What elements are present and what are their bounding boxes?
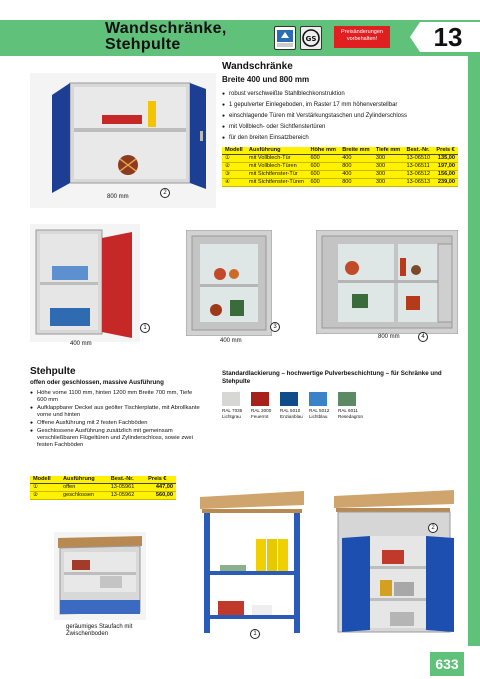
callout-4-cabinet: 4 xyxy=(418,332,428,342)
table-header: Best.-Nr. xyxy=(406,147,430,153)
certificate-badge-icon xyxy=(274,26,296,50)
table-cell: ② xyxy=(33,492,39,498)
wand-bullet: ● einschlagende Türen mit Verstärkungstaschen und Zylinderschloss xyxy=(222,111,462,122)
wand-bullet: ● für den breiten Einsatzbereich xyxy=(222,133,462,144)
table-header: Breite mm xyxy=(342,147,370,153)
wand-bullet: ● 1 gepulverter Einlegeboden, im Raster 17 mm höhenverstellbar xyxy=(222,100,462,111)
stehpult-open-image xyxy=(196,487,308,633)
page-title-line2: Stehpulte xyxy=(105,36,181,53)
color-code: RAL 5012 xyxy=(309,408,330,413)
wand-bullet: ● mit Vollblech- oder Sichtfenstertüren xyxy=(222,122,462,133)
table-header: Preis € xyxy=(436,147,455,153)
callout-3-cabinet: 3 xyxy=(270,322,280,332)
stehpult-closed-image xyxy=(330,486,458,636)
table-cell: ③ xyxy=(225,171,231,177)
table-cell: 300 xyxy=(375,179,386,185)
color-swatch xyxy=(222,392,240,406)
table-cell: ② xyxy=(225,163,231,169)
table-cell: ① xyxy=(225,155,231,161)
color-name: Feuerrot xyxy=(251,413,269,419)
color-swatch-label xyxy=(222,408,250,419)
dim-label-800-4: 800 mm xyxy=(378,334,400,340)
table-row xyxy=(222,163,458,171)
table-cell: 13-06511 xyxy=(406,163,430,169)
table-cell: mit Sichtfenster-Tür xyxy=(248,171,298,177)
table-cell: mit Vollblech-Türen xyxy=(248,163,297,169)
color-name: Enzianblau xyxy=(280,413,303,419)
table-cell: 600 xyxy=(310,179,320,185)
table-header-row xyxy=(222,147,458,155)
color-swatch-label xyxy=(338,408,366,419)
table-cell: 300 xyxy=(375,171,386,177)
color-swatch xyxy=(280,392,298,406)
table-cell: 300 xyxy=(375,155,386,161)
page-title xyxy=(105,21,227,53)
color-name: Resedagrün xyxy=(338,413,364,419)
table-cell: 13-06513 xyxy=(406,179,431,185)
callout-2-stehpult: 2 xyxy=(428,523,438,533)
table-cell: 400 xyxy=(342,155,352,161)
color-code: RAL 6011 xyxy=(338,408,358,413)
table-cell-price: 560,00 xyxy=(155,492,173,498)
table-cell: mit Sichtfenster-Türen xyxy=(248,179,304,185)
table-cell: 600 xyxy=(310,155,320,161)
table-cell: 13-06512 xyxy=(406,171,431,177)
color-swatch-label xyxy=(251,408,279,419)
table-header: Modell xyxy=(225,147,243,153)
table-cell: mit Vollblech-Tür xyxy=(248,155,291,161)
table-header: Ausführung xyxy=(248,147,281,153)
wand-bullet: ● robust verschweißte Stahlblechkonstruktion xyxy=(222,89,462,100)
cabinet-400-red-image xyxy=(30,224,140,342)
table-row xyxy=(222,171,458,179)
table-header: Preis € xyxy=(148,476,167,482)
table-cell-price: 197,00 xyxy=(437,163,455,169)
color-name: Lichtblau xyxy=(309,413,328,419)
table-cell: 13-05961 xyxy=(110,484,135,490)
steh-bullet: ● Offene Ausführung mit 2 festen Fachböden xyxy=(30,420,200,427)
cabinet-400-window-image xyxy=(186,230,272,336)
table-header: Höhe mm xyxy=(310,147,336,153)
dim-label-400-1: 400 mm xyxy=(70,341,92,347)
dim-label-800-top: 800 mm xyxy=(107,194,129,200)
side-strip xyxy=(468,56,480,646)
wand-price-table xyxy=(222,147,458,187)
table-cell: ① xyxy=(33,484,39,490)
table-cell-price: 239,00 xyxy=(437,179,455,185)
color-name: Lichtgrau xyxy=(222,413,241,419)
table-cell: 300 xyxy=(375,163,386,169)
steh-bullet-list xyxy=(30,390,200,450)
wand-bullet-list xyxy=(222,89,462,144)
price-notice-badge: Preisänderungen vorbehalten! xyxy=(334,26,390,48)
table-row xyxy=(30,492,176,500)
table-cell: geschlossen xyxy=(63,492,95,498)
table-cell: offen xyxy=(63,484,76,490)
table-cell-price: 156,00 xyxy=(437,171,455,177)
color-swatch-label xyxy=(309,408,337,419)
table-cell-price: 447,00 xyxy=(155,484,173,490)
table-cell: ④ xyxy=(225,179,231,185)
section-subtitle-stehpulte: offen oder geschlossen, massive Ausführung xyxy=(30,379,164,386)
cabinet-800-image xyxy=(30,73,216,208)
section-subtitle-wandschraenke: Breite 400 und 800 mm xyxy=(222,75,310,84)
table-row xyxy=(222,155,458,163)
section-title-wandschraenke: Wandschränke xyxy=(222,61,293,72)
table-header: Tiefe mm xyxy=(375,147,401,153)
steh-bullet: ● Aufklappbarer Deckel aus geölter Tischlerplatte, mit Abrollkante vorne und hinten xyxy=(30,405,200,419)
table-cell: 600 xyxy=(310,163,320,169)
color-code: RAL 5010 xyxy=(280,408,301,413)
color-swatch xyxy=(338,392,356,406)
color-swatch xyxy=(251,392,269,406)
steh-bullet: ● Höhe vorne 1100 mm, hinten 1200 mm Breite 700 mm, Tiefe 600 mm xyxy=(30,390,200,404)
dim-label-400-3: 400 mm xyxy=(220,338,242,344)
callout-1-cabinet: 1 xyxy=(140,323,150,333)
table-header-row xyxy=(30,476,176,484)
color-code: RAL 3000 xyxy=(251,408,272,413)
table-header: Modell xyxy=(33,476,51,482)
table-cell: 600 xyxy=(310,171,320,177)
page-number: 633 xyxy=(430,652,464,676)
color-options-title: Standardlackierung – hochwertige Pulverbeschichtung – für Schränke und Stehpulte xyxy=(222,370,442,385)
cabinet-800-window-image xyxy=(316,230,458,334)
table-cell: 13-05962 xyxy=(110,492,135,498)
svg-text:GS: GS xyxy=(305,35,317,43)
table-header: Ausführung xyxy=(63,476,95,482)
section-title-stehpulte: Stehpulte xyxy=(30,366,76,377)
page-title-line1: Wandschränke, xyxy=(105,20,227,37)
callout-2-top: 2 xyxy=(160,188,170,198)
color-swatch xyxy=(309,392,327,406)
steh-price-table xyxy=(30,476,176,500)
table-cell-price: 135,00 xyxy=(437,155,455,161)
header-band xyxy=(0,20,480,56)
storage-compartment-image xyxy=(54,532,146,620)
table-row xyxy=(222,179,458,187)
table-cell: 800 xyxy=(342,179,352,185)
table-cell: 800 xyxy=(342,163,352,169)
color-swatch-label xyxy=(280,408,308,419)
gs-mark-icon xyxy=(300,26,322,50)
table-cell: 400 xyxy=(342,171,352,177)
callout-1-stehpult: 1 xyxy=(250,629,260,639)
table-row xyxy=(30,484,176,492)
table-cell: 13-06510 xyxy=(406,155,431,161)
chapter-number: 13 xyxy=(433,22,463,52)
color-code: RAL 7035 xyxy=(222,408,243,413)
steh-bullet: ● Geschlossene Ausführung zusätzlich mit gemeinsam verschließbaren Flügeltüren und Zylinderschloss, sowie zwei festen Fachböden xyxy=(30,428,200,450)
storage-caption: geräumiges Staufach mit Zwischenboden xyxy=(66,624,133,637)
table-header: Best.-Nr. xyxy=(110,476,134,482)
